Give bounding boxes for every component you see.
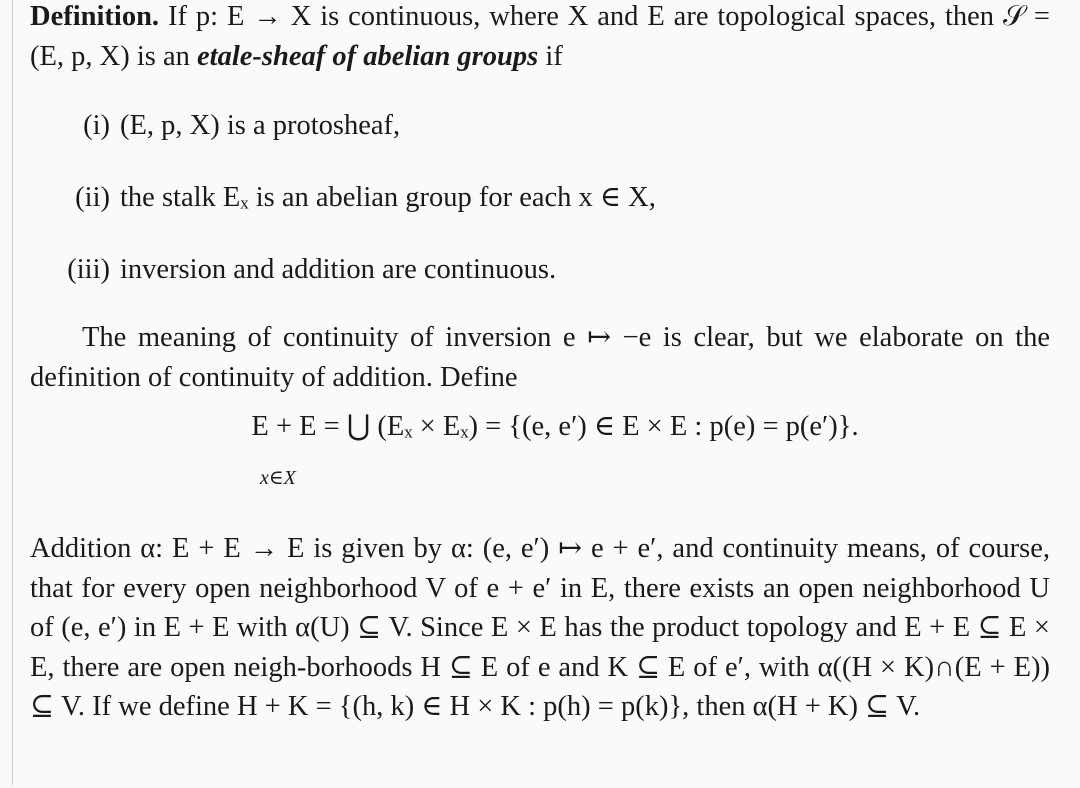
- addition-paragraph: Addition α: E + E → E is given by α: (e, e′) ↦ e + e′, and continuity means, of course, that for every open neighborhood V of e + e′ in E, there exists an open neighborhood U of (e, e′) in E + E with α(U) ⊆ V. Since E × E has the product topology and E + E ⊆ E × E, there are open neigh-borhoods H ⊆ E of e and K ⊆ E of e′, with α((H × K)∩(E + E)) ⊆ V. If we define H + K = {(h, k) ∈ H × K : p(h) = p(k)}, then α(H + K) ⊆ V.: [30, 533, 1050, 722]
- condition-item: [30, 234, 1050, 306]
- conditions-list: [30, 90, 1050, 306]
- definition-intro-line2: spaces, then 𝒮 = (E, p, X) is an: [30, 1, 1050, 72]
- display-equation: [30, 397, 1050, 529]
- condition-number: (iii): [67, 254, 110, 285]
- continuity-line2: on the definition of continuity of addition. Define: [30, 322, 1050, 393]
- condition-text: (E, p, X) is a protosheaf,: [120, 110, 401, 141]
- definition-intro-line1: If p: E → X is continuous, where X and E are topological: [167, 1, 846, 32]
- equation-formula: E + E = ⋃ (Eₓ × Eₓ) = {(e, e′) ∈ E × E : p(e) = p(e′)}.: [251, 411, 859, 442]
- condition-item: [30, 90, 1050, 162]
- continuity-line1: The meaning of continuity of inversion e ↦ −e is clear, but we elaborate: [82, 322, 964, 353]
- condition-number: (i): [83, 110, 110, 141]
- definition-intro-if: if: [545, 40, 563, 72]
- defined-term: etale-sheaf of abelian groups: [197, 40, 539, 72]
- definition-paragraph: [30, 0, 1050, 76]
- condition-item: [30, 162, 1050, 234]
- condition-text: inversion and addition are continuous.: [120, 254, 557, 285]
- union-subscript: x∈X: [260, 467, 296, 489]
- definition-heading: Definition.: [30, 1, 160, 32]
- continuity-paragraph: [30, 318, 1050, 397]
- condition-text: the stalk Eₓ is an abelian group for each x ∈ X,: [120, 182, 656, 213]
- condition-number: (ii): [75, 182, 110, 213]
- margin-rule: [12, 0, 13, 785]
